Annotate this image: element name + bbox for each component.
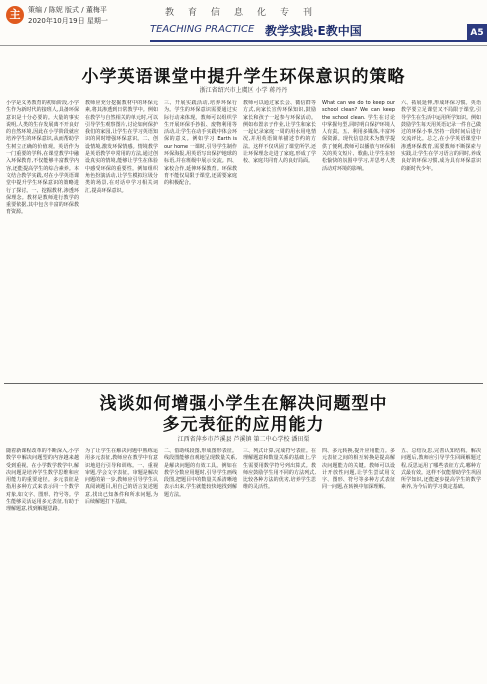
section-name-cn: 教学实践·E教中国 [265, 24, 362, 38]
article2-column-5: 四、多元转换,提升应用能力。多元表征之间的相互转换是提高解决问题能力的关键。教师可以设计开放性问题,让学生尝试用文字、图形、符号等多种方式表征同一问题,在转换中加深理解。 [322, 448, 395, 491]
article-divider [4, 383, 483, 384]
article2-column-3: 二、借助线段图,形成图形表征。线段图能够直观地呈现数量关系,是解决问题的有效工具。例如在教学分数应用题时,引导学生画线段图,把题目中的数量关系清晰地表示出来,学生就能较快地找到解题方法。 [164, 448, 237, 498]
article2-column-2: 为了让学生在解决问题中熟练运用多元表征,教师应在教学中有意识地进行引导和训练。一、重视审题,学会文字表征。审题是解决问题的第一步,教师应引导学生认真阅读题目,用自己的语言复述题意,找出已知条件和所求问题,为后续解题打下基础。 [85, 448, 158, 506]
article2-column-1: 随着新课程改革的不断深入,小学数学中解决问题型的内容越来越受到重视。在小学数学教学中,解决问题是培养学生数学思维和应用能力的重要途径。多元表征是指用多种方式来表示同一个数学对象,如文字、图形、符号等。学生能够灵活运用多元表征,有助于理解题意,找到解题思路。 [6, 448, 79, 513]
column-name: 教育信息化专刊 [165, 8, 327, 18]
header-divider [0, 45, 487, 46]
page-number: A5 [467, 24, 487, 42]
article1-column-2: 教师应充分挖掘教材中的环保元素,将其渗透到日常教学中。例如在教学与自然相关的单元时,可以引导学生观察图片,讨论如何保护我们的家园,让学生在学习英语知识的同时增强环保意识。二、创设情境,激发环保情感。情境教学是英语教学中常用的方法,通过创设真实的情境,能够让学生在体验中感受环保的重要性。例如组织角色扮演活动,让学生模拟垃圾分类的场景,在对话中学习相关词汇,提高环保意识。 [85, 100, 158, 194]
article1-column-1: 小学是义务教育的初始阶段,小学生作为新时代的接班人,具备环保意识是十分必要的。大量的事实说明,人类的生存发展离不开良好的自然环境,因此在小学阶段就应培养学生的环保意识,从而帮助学生树立正确的价值观。英语作为一门重要的学科,在课堂教学中融入环保教育,不仅能够丰富教学内容,还能提高学生的综合素养。本文结合教学实践,对在小学英语课堂中提升学生环保意识的策略进行了探讨。一、挖掘教材,渗透环保理念。教材是教师进行教学的重要依据,其中包含丰富的环保教育资源。 [6, 100, 79, 216]
article2-byline: 江西省萍乡市芦溪县 芦溪镇 第二中心学校 潘田栗 [177, 436, 310, 443]
article1-column-5: What can we do to keep our school clean? We can keep the school clean. 学生在讨论中掌握句型,同时明白保护环境人人有责。五、利用多媒体,丰富环保资源。现代信息技术为教学提供了便利,教师可以播放与环保相关的英文短片、歌曲,让学生在轻松愉快的氛围中学习,并思考人类活动对环境的影响。 [322, 100, 395, 172]
editor-credits: 策编 / 陈妮 版式 / 董梅平 [28, 6, 107, 14]
article2-title-line1: 浅谈如何增强小学生在解决问题型中 [99, 394, 388, 414]
article1-byline: 浙江省绍兴市上虞区 小学 蒋丹丹 [199, 87, 288, 94]
section-logo: 主 [6, 6, 24, 24]
section-name-en: TEACHING PRACTICE [150, 24, 255, 35]
header-rule [150, 40, 467, 42]
article1-column-4: 教师可以通过家长会、微信群等方式,向家长宣传环保知识,鼓励家长和孩子一起参与环保活动。例如布置亲子作业,让学生和家长一起记录家庭一周的用水用电情况,并用英语简单描述节约的方法。这样不仅巩固了课堂所学,还让环保理念走进了家庭,形成了学校、家庭共同育人的良好局面。 [243, 100, 316, 165]
article1-column-6: 六、拓展延伸,形成环保习惯。英语教学要立足课堂又不局限于课堂,引导学生在生活中运用所学知识。例如鼓励学生每天用英语记录一件自己做过的环保小事,坚持一段时间后进行交流评比。总之,在小学英语课堂中渗透环保教育,需要教师不断探索与实践,让学生在学习语言的同时,养成良好的环保习惯,成为具有环保意识的新时代少年。 [401, 100, 481, 172]
article1-column-3: 三、开展实践活动,培养环保行为。学生的环保意识需要通过实际行动来体现。教师可以组织学生开展环保手抄报、废物利用等活动,让学生在动手实践中体会环保的意义。例如学习 Earth is our home 一课时,引导学生制作环保海报,用英语写出保护地球的标语,并在班级中展示交流。四、家校合作,延伸环保教育。环保教育不能仅局限于课堂,还需要家庭的积极配合。 [164, 100, 237, 187]
article2-title-line2: 多元表征的应用能力 [162, 415, 325, 435]
article1-title: 小学英语课堂中提升学生环保意识的策略 [81, 67, 406, 87]
issue-date: 2020年10月19日 星期一 [28, 17, 108, 25]
article2-column-6: 五、总结反思,完善认知结构。解决问题后,教师应引导学生回顾解题过程,反思运用了哪些表征方式,哪种方式最有效。这样不仅能帮助学生巩固所学知识,还能逐步提高学生的数学素养,为今后的学习奠定基础。 [401, 448, 481, 491]
newspaper-header [0, 0, 487, 46]
article2-column-4: 三、列式计算,完成符号表征。在理解题意和数量关系的基础上,学生需要用数学符号列出算式。教师应鼓励学生用不同的方法列式,比较各种方法的优劣,培养学生思维的灵活性。 [243, 448, 316, 491]
